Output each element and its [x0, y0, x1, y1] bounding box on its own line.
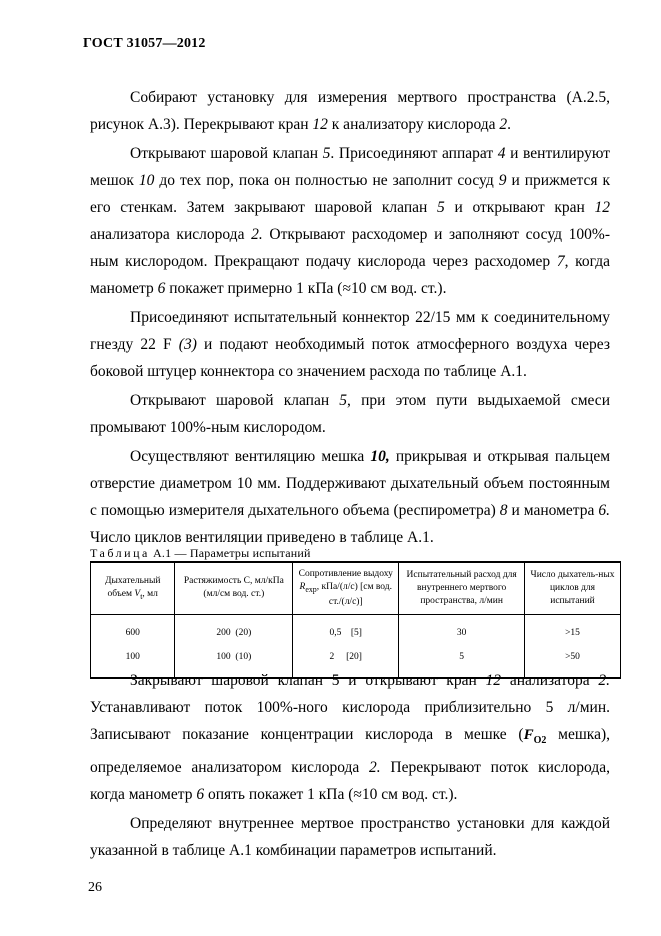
text: и вентилируют мешок	[90, 145, 610, 189]
paragraph-3	[90, 304, 610, 385]
text: мешка), определяемое анализатором кислорода	[90, 726, 610, 776]
var: R	[299, 582, 306, 592]
cell-flow: 30	[399, 614, 525, 645]
ref: 5	[437, 199, 445, 216]
cell-flow: 5	[399, 645, 525, 678]
var: V	[134, 588, 141, 599]
ref: 4	[497, 145, 506, 162]
parameters-table	[90, 561, 621, 679]
table-caption	[90, 546, 311, 561]
text: и подают необходимый поток атмосферного воздуха через боковой штуцер коннектора со значением расхода по таблице А.1.	[90, 336, 610, 380]
text: и прижмется к его стенкам. Затем закрывают шаровой клапан	[90, 172, 610, 216]
ref: 5	[339, 392, 348, 409]
cell-compliance: 100 (10)	[175, 645, 293, 678]
text: анализатора кислорода	[90, 226, 252, 243]
header-volume	[91, 562, 175, 614]
cell-resistance: 0,5 [5]	[293, 614, 399, 645]
text: , мл	[142, 588, 158, 599]
cell-volume: 100	[91, 645, 175, 678]
ref: 12	[485, 672, 502, 689]
ref: 5	[322, 145, 331, 162]
paragraph-6	[90, 667, 610, 808]
cell-resistance: 2 [20]	[293, 645, 399, 678]
paragraph-4	[90, 387, 610, 441]
paragraph-2	[90, 140, 610, 302]
text: и манометра	[507, 502, 599, 519]
ref: 7	[556, 253, 565, 270]
sub: exp	[305, 584, 317, 594]
ref: 2	[499, 116, 508, 133]
text: Дыхательный объем	[105, 575, 161, 599]
text: Устанавливают поток 100%-ного кислорода приблизительно 5 л/мин. Записывают показание концентрации кислорода в мешке (	[90, 699, 610, 743]
sub: t	[140, 591, 143, 601]
table-header-row	[91, 562, 621, 614]
text: до тех пор, пока он полностью не заполнит сосуд	[154, 172, 499, 189]
ref: 12	[312, 116, 328, 133]
ref: 2.	[251, 226, 263, 243]
text: Открывают шаровой клапан	[130, 145, 323, 162]
cell-cycles: >15	[525, 614, 621, 645]
body-text	[90, 84, 610, 553]
ref: 9	[498, 172, 507, 189]
symbol-sub: O2	[533, 735, 547, 746]
caption-word: Таблица	[90, 546, 150, 560]
text: прикрывая и открывая пальцем отверстие диаметром 10 мм. Поддерживают дыхательный объем постоянным с помощью измерителя дыхательного объема (респирометра)	[90, 448, 611, 519]
lower-text	[90, 667, 610, 866]
text: Присоединяют испытательный коннектор 22/15 мм к соединительному гнезду 22 F	[90, 309, 610, 353]
caption-text: А.1 — Параметры испытаний	[149, 546, 311, 560]
cell-volume: 600	[91, 614, 175, 645]
text: анализатора	[501, 672, 599, 689]
ref: 6	[196, 786, 205, 803]
cell-cycles: >50	[525, 645, 621, 678]
text: Осуществляют вентиляцию мешка	[130, 448, 371, 465]
header-cycles: Число дыхатель-ных циклов для испытаний	[525, 562, 621, 614]
text: Закрывают шаровой клапан 5 и открывают кран	[130, 672, 486, 689]
text: к анализатору кислорода	[327, 116, 500, 133]
text: , когда манометр	[90, 253, 610, 297]
ref: 6.	[598, 502, 610, 519]
paragraph-1	[90, 84, 610, 138]
text: Открывают шаровой клапан	[130, 392, 340, 409]
text: , кПа/(л/с) [см вод. ст./(л/с)]	[316, 582, 392, 607]
text: Число циклов вентиляции приведено в таблице А.1.	[90, 529, 434, 546]
header-flow: Испытательный расход для внутреннего мертвого пространства, л/мин	[399, 562, 525, 614]
paragraph-5	[90, 443, 610, 551]
text: , при этом пути выдыхаемой смеси промывают 100%-ным кислородом.	[90, 392, 610, 436]
ref: 8	[499, 502, 508, 519]
table-row	[91, 614, 621, 645]
symbol: F	[523, 727, 534, 743]
header-compliance: Растяжимость C, мл/кПа (мл/см вод. ст.)	[175, 562, 293, 614]
text: . Присоединяют аппарат	[330, 145, 498, 162]
page-number: 26	[88, 880, 102, 895]
header-resistance	[293, 562, 399, 614]
paragraph-7: Определяют внутреннее мертвое пространство установки для каждой указанной в таблице А.1 комбинации параметров испытаний.	[90, 815, 610, 859]
text: Собирают установку для измерения мертвого пространства (А.2.5, рисунок А.3). Перекрывают кран	[90, 89, 610, 133]
ref: 6	[157, 280, 166, 297]
text: покажет примерно 1 кПа (≈10 см вод. ст.).	[165, 280, 447, 297]
text: Перекрывают поток кислорода, когда манометр	[90, 759, 610, 803]
ref: 10	[138, 172, 155, 189]
ref: (3)	[178, 336, 197, 353]
text: Сопротивление выдоху	[298, 569, 393, 579]
text: опять покажет 1 кПа (≈10 см вод. ст.).	[204, 786, 458, 803]
text: Открывают расходомер и заполняют сосуд 100%-ным кислородом. Прекращают подачу кислорода через расходомер	[90, 226, 610, 270]
ref: 12	[594, 199, 610, 216]
ref: 2.	[598, 672, 610, 689]
text: .	[507, 116, 512, 133]
cell-compliance: 200 (20)	[175, 614, 293, 645]
text: и открывают кран	[444, 199, 595, 216]
fo2-symbol	[523, 727, 547, 746]
ref: 10,	[370, 448, 390, 465]
document-header: ГОСТ 31057—2012	[83, 36, 206, 51]
ref: 2.	[369, 759, 381, 776]
